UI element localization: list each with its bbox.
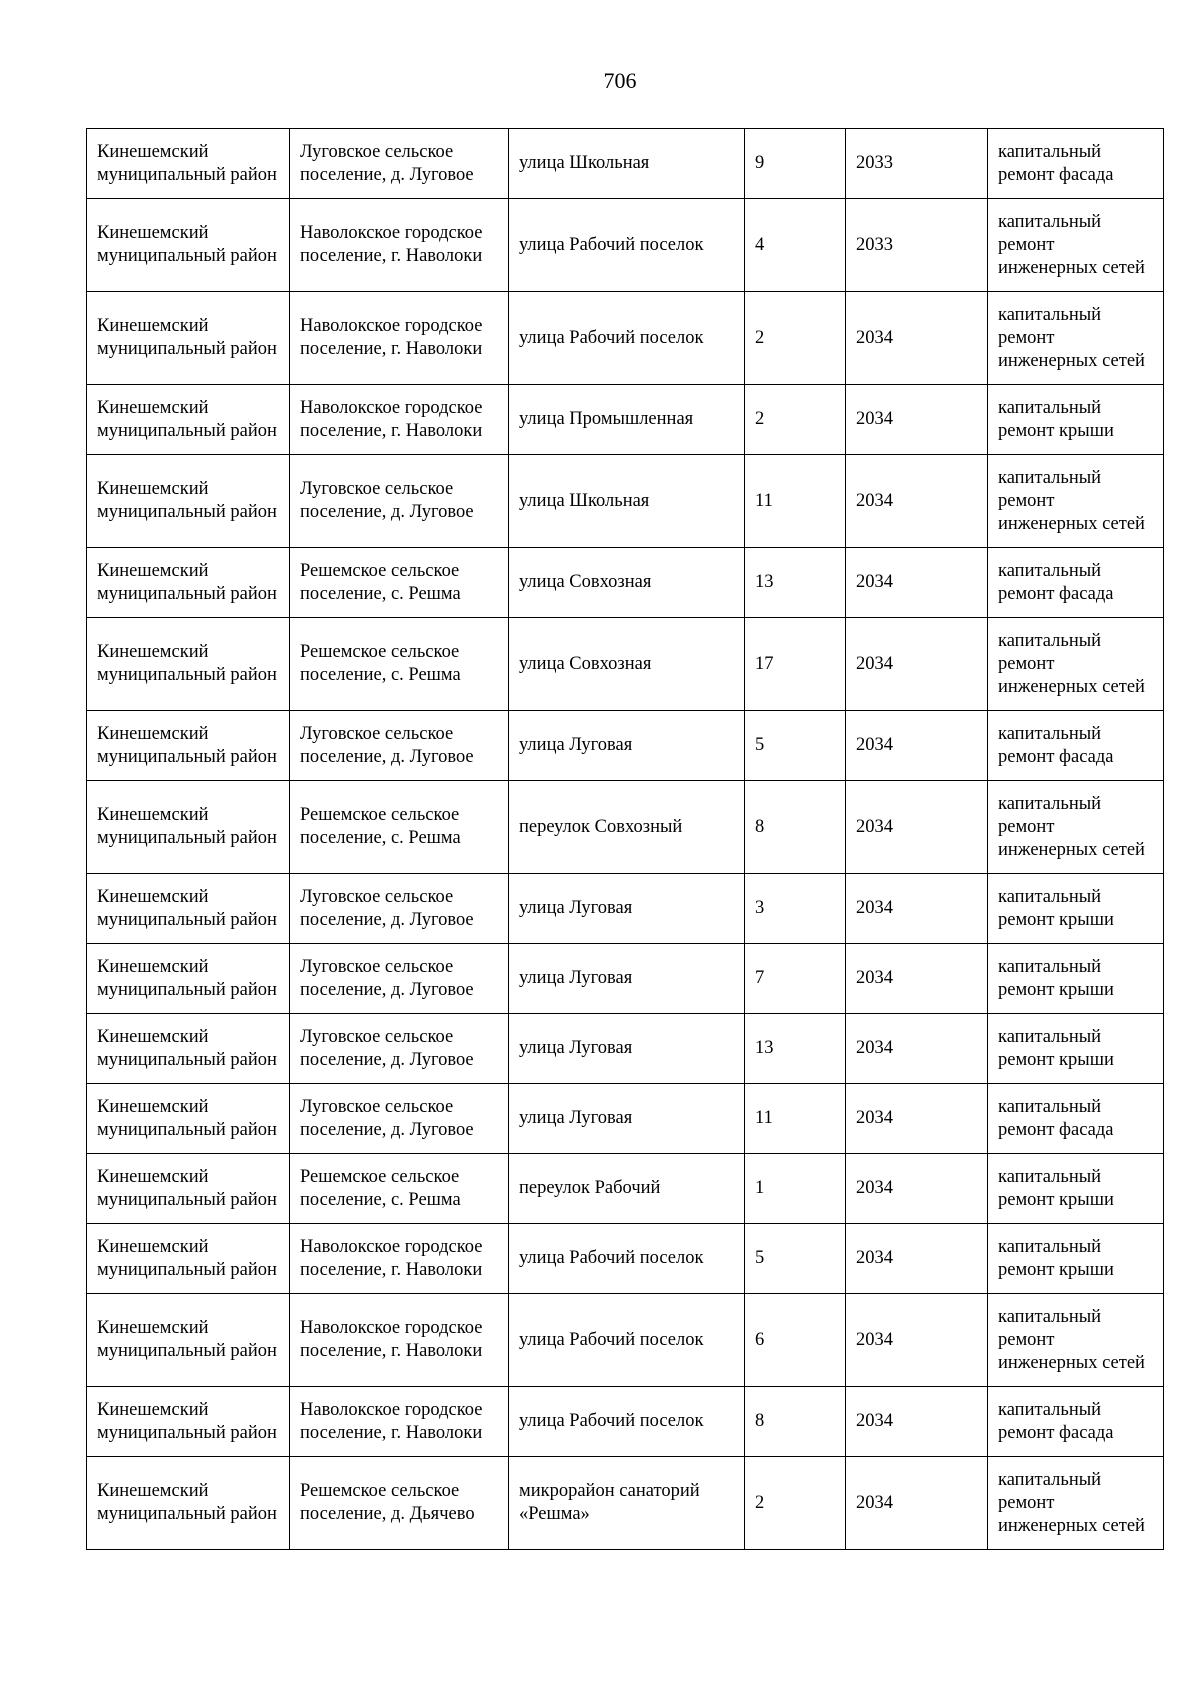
cell-district: Кинешемский муниципальный район: [87, 455, 290, 548]
cell-street: улица Луговая: [509, 711, 745, 781]
cell-work-type: капитальный ремонт крыши: [988, 1154, 1164, 1224]
table-row: [87, 1154, 1164, 1224]
cell-street: улица Школьная: [509, 455, 745, 548]
cell-settlement: Наволокское городское поселение, г. Наволоки: [290, 1294, 509, 1387]
cell-district: Кинешемский муниципальный район: [87, 874, 290, 944]
cell-street: улица Луговая: [509, 1014, 745, 1084]
table-row: [87, 548, 1164, 618]
cell-district: Кинешемский муниципальный район: [87, 129, 290, 199]
cell-settlement: Луговское сельское поселение, д. Луговое: [290, 129, 509, 199]
cell-street: улица Луговая: [509, 874, 745, 944]
cell-year: 2033: [846, 199, 988, 292]
cell-district: Кинешемский муниципальный район: [87, 711, 290, 781]
cell-house-number: 7: [745, 944, 846, 1014]
cell-work-type: капитальный ремонт фасада: [988, 129, 1164, 199]
cell-house-number: 2: [745, 385, 846, 455]
cell-district: Кинешемский муниципальный район: [87, 199, 290, 292]
cell-street: улица Рабочий поселок: [509, 1294, 745, 1387]
cell-house-number: 5: [745, 711, 846, 781]
cell-work-type: капитальный ремонт крыши: [988, 944, 1164, 1014]
table-row: [87, 874, 1164, 944]
cell-house-number: 3: [745, 874, 846, 944]
cell-work-type: капитальный ремонт инженерных сетей: [988, 781, 1164, 874]
cell-house-number: 4: [745, 199, 846, 292]
cell-year: 2034: [846, 711, 988, 781]
cell-street: микрорайон санаторий «Решма»: [509, 1457, 745, 1550]
cell-district: Кинешемский муниципальный район: [87, 1014, 290, 1084]
page-number: 706: [603, 68, 637, 93]
table-row: [87, 1084, 1164, 1154]
cell-house-number: 2: [745, 292, 846, 385]
cell-district: Кинешемский муниципальный район: [87, 548, 290, 618]
cell-work-type: капитальный ремонт инженерных сетей: [988, 292, 1164, 385]
cell-year: 2034: [846, 455, 988, 548]
cell-work-type: капитальный ремонт инженерных сетей: [988, 455, 1164, 548]
cell-street: улица Школьная: [509, 129, 745, 199]
cell-street: улица Рабочий поселок: [509, 199, 745, 292]
cell-work-type: капитальный ремонт крыши: [988, 1224, 1164, 1294]
cell-work-type: капитальный ремонт крыши: [988, 385, 1164, 455]
table-row: [87, 129, 1164, 199]
cell-street: улица Луговая: [509, 944, 745, 1014]
cell-district: Кинешемский муниципальный район: [87, 292, 290, 385]
cell-year: 2034: [846, 618, 988, 711]
table-row: [87, 199, 1164, 292]
cell-street: переулок Совхозный: [509, 781, 745, 874]
cell-settlement: Решемское сельское поселение, д. Дьячево: [290, 1457, 509, 1550]
table-row: [87, 781, 1164, 874]
cell-settlement: Наволокское городское поселение, г. Наволоки: [290, 199, 509, 292]
cell-house-number: 11: [745, 1084, 846, 1154]
cell-street: улица Луговая: [509, 1084, 745, 1154]
cell-settlement: Наволокское городское поселение, г. Наволоки: [290, 1224, 509, 1294]
cell-year: 2034: [846, 1387, 988, 1457]
cell-work-type: капитальный ремонт фасада: [988, 1387, 1164, 1457]
cell-year: 2034: [846, 944, 988, 1014]
cell-work-type: капитальный ремонт инженерных сетей: [988, 1457, 1164, 1550]
cell-year: 2034: [846, 1457, 988, 1550]
cell-district: Кинешемский муниципальный район: [87, 1387, 290, 1457]
cell-settlement: Решемское сельское поселение, с. Решма: [290, 618, 509, 711]
cell-house-number: 5: [745, 1224, 846, 1294]
cell-settlement: Наволокское городское поселение, г. Наволоки: [290, 292, 509, 385]
cell-work-type: капитальный ремонт инженерных сетей: [988, 618, 1164, 711]
cell-street: улица Рабочий поселок: [509, 1224, 745, 1294]
cell-house-number: 17: [745, 618, 846, 711]
table-row: [87, 1294, 1164, 1387]
cell-district: Кинешемский муниципальный район: [87, 1224, 290, 1294]
cell-street: улица Рабочий поселок: [509, 1387, 745, 1457]
cell-year: 2034: [846, 874, 988, 944]
cell-district: Кинешемский муниципальный район: [87, 1084, 290, 1154]
cell-year: 2034: [846, 1294, 988, 1387]
cell-street: улица Промышленная: [509, 385, 745, 455]
table-row: [87, 1014, 1164, 1084]
cell-settlement: Наволокское городское поселение, г. Наволоки: [290, 385, 509, 455]
cell-settlement: Решемское сельское поселение, с. Решма: [290, 548, 509, 618]
cell-settlement: Решемское сельское поселение, с. Решма: [290, 781, 509, 874]
cell-district: Кинешемский муниципальный район: [87, 944, 290, 1014]
table-row: [87, 1224, 1164, 1294]
cell-year: 2034: [846, 1084, 988, 1154]
housing-repair-table: [86, 128, 1164, 1550]
table-row: [87, 618, 1164, 711]
cell-house-number: 6: [745, 1294, 846, 1387]
cell-year: 2034: [846, 1224, 988, 1294]
table-row: [87, 385, 1164, 455]
cell-year: 2034: [846, 1014, 988, 1084]
table-row: [87, 292, 1164, 385]
cell-district: Кинешемский муниципальный район: [87, 781, 290, 874]
cell-house-number: 11: [745, 455, 846, 548]
cell-year: 2034: [846, 385, 988, 455]
cell-house-number: 2: [745, 1457, 846, 1550]
cell-work-type: капитальный ремонт фасада: [988, 548, 1164, 618]
cell-settlement: Луговское сельское поселение, д. Луговое: [290, 455, 509, 548]
table-row: [87, 711, 1164, 781]
table-row: [87, 944, 1164, 1014]
cell-year: 2033: [846, 129, 988, 199]
cell-work-type: капитальный ремонт фасада: [988, 1084, 1164, 1154]
cell-settlement: Луговское сельское поселение, д. Луговое: [290, 944, 509, 1014]
cell-district: Кинешемский муниципальный район: [87, 385, 290, 455]
cell-house-number: 8: [745, 1387, 846, 1457]
cell-settlement: Луговское сельское поселение, д. Луговое: [290, 874, 509, 944]
cell-house-number: 13: [745, 548, 846, 618]
cell-settlement: Наволокское городское поселение, г. Наволоки: [290, 1387, 509, 1457]
cell-house-number: 13: [745, 1014, 846, 1084]
cell-year: 2034: [846, 292, 988, 385]
cell-house-number: 8: [745, 781, 846, 874]
cell-district: Кинешемский муниципальный район: [87, 1154, 290, 1224]
cell-settlement: Луговское сельское поселение, д. Луговое: [290, 1014, 509, 1084]
cell-district: Кинешемский муниципальный район: [87, 618, 290, 711]
cell-settlement: Луговское сельское поселение, д. Луговое: [290, 711, 509, 781]
cell-work-type: капитальный ремонт инженерных сетей: [988, 1294, 1164, 1387]
cell-district: Кинешемский муниципальный район: [87, 1294, 290, 1387]
cell-district: Кинешемский муниципальный район: [87, 1457, 290, 1550]
table-row: [87, 455, 1164, 548]
cell-street: переулок Рабочий: [509, 1154, 745, 1224]
cell-work-type: капитальный ремонт фасада: [988, 711, 1164, 781]
cell-settlement: Решемское сельское поселение, с. Решма: [290, 1154, 509, 1224]
cell-year: 2034: [846, 781, 988, 874]
cell-street: улица Совхозная: [509, 618, 745, 711]
cell-street: улица Рабочий поселок: [509, 292, 745, 385]
cell-year: 2034: [846, 1154, 988, 1224]
cell-work-type: капитальный ремонт крыши: [988, 874, 1164, 944]
cell-house-number: 1: [745, 1154, 846, 1224]
cell-work-type: капитальный ремонт крыши: [988, 1014, 1164, 1084]
cell-street: улица Совхозная: [509, 548, 745, 618]
table-row: [87, 1387, 1164, 1457]
cell-house-number: 9: [745, 129, 846, 199]
cell-work-type: капитальный ремонт инженерных сетей: [988, 199, 1164, 292]
cell-year: 2034: [846, 548, 988, 618]
table-row: [87, 1457, 1164, 1550]
cell-settlement: Луговское сельское поселение, д. Луговое: [290, 1084, 509, 1154]
